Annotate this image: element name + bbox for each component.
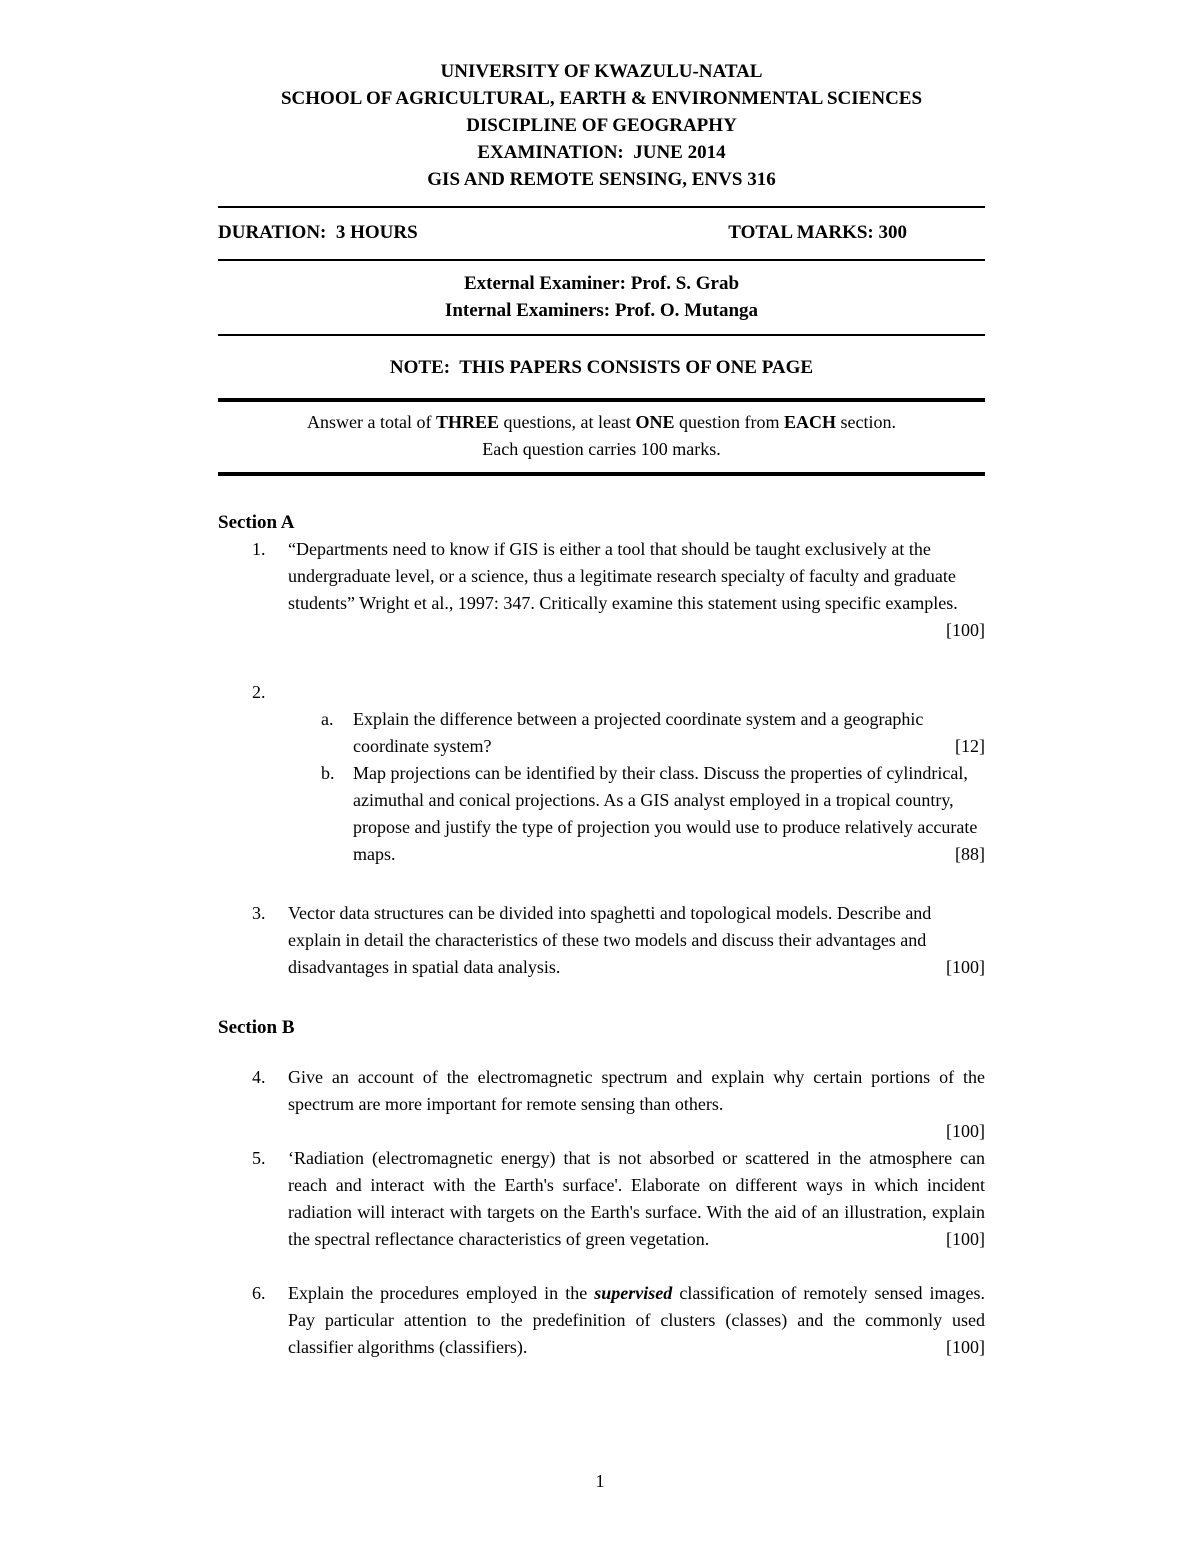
total-marks-label: TOTAL MARKS: 300 — [728, 222, 907, 243]
question-body: ‘Radiation (electromagnetic energy) that is not absorbed or scattered in the atmosphere can reach and interact with the Earth's surface'. Elaborate on different ways in which incident radiation will interact with targets on the Earth's surface. With the aid of an illustration, explain the spectral reflectance characteristics of green vegetation. — [288, 1148, 985, 1249]
question-2 — [218, 679, 985, 706]
question-3 — [218, 900, 985, 981]
sub-question-text — [353, 706, 985, 760]
page-count-note: NOTE: THIS PAPERS CONSISTS OF ONE PAGE — [389, 357, 814, 378]
duration-marks-row — [218, 219, 985, 246]
section-b-heading: Section B — [218, 1017, 295, 1038]
question-4 — [218, 1064, 985, 1145]
question-body: Explain the difference between a projected coordinate system and a geographic coordinate system? — [353, 709, 924, 756]
external-examiner: External Examiner: Prof. S. Grab — [463, 273, 740, 294]
question-number: 1. — [252, 539, 266, 559]
marks-allocation: [88] — [955, 844, 985, 864]
marks-allocation: [100] — [946, 1121, 985, 1141]
course-title: GIS AND REMOTE SENSING, ENVS 316 — [427, 169, 776, 190]
answer-instructions-box — [218, 398, 985, 476]
university-name: UNIVERSITY OF KWAZULU-NATAL — [440, 61, 763, 82]
page-number: 1 — [595, 1471, 605, 1491]
marks-allocation: [100] — [946, 957, 985, 977]
marks-allocation: [100] — [946, 1337, 985, 1357]
divider-rule — [218, 334, 985, 336]
marks-allocation: [100] — [946, 620, 985, 640]
question-text — [288, 1145, 985, 1253]
instructions-line-1 — [218, 409, 985, 436]
question-2a — [218, 706, 985, 760]
question-text — [288, 1280, 985, 1361]
section-a-heading: Section A — [218, 512, 295, 533]
instructions-emphasis: THREE — [435, 412, 499, 432]
instructions-emphasis: EACH — [783, 412, 836, 432]
question-body: “Departments need to know if GIS is either a tool that should be taught exclusively at the undergraduate level, or a science, thus a legitimate research specialty of faculty and graduate students” Wright et al., 1997: 347. Critically examine this statement using specific examples. — [288, 539, 958, 613]
instructions-text: Answer a total of — [306, 412, 436, 432]
question-body: Explain the procedures employed in the — [288, 1283, 595, 1303]
discipline-name: DISCIPLINE OF GEOGRAPHY — [466, 115, 737, 136]
question-number: 4. — [252, 1067, 266, 1087]
question-text — [288, 900, 985, 981]
marks-allocation: [100] — [946, 1229, 985, 1249]
divider-rule — [218, 206, 985, 208]
school-name: SCHOOL OF AGRICULTURAL, EARTH & ENVIRONMENTAL SCIENCES — [280, 88, 923, 109]
question-text — [288, 1064, 985, 1145]
marks-allocation: [12] — [955, 736, 985, 756]
question-text — [288, 536, 985, 644]
question-1 — [218, 536, 985, 644]
instructions-text: questions, at least — [498, 412, 636, 432]
exam-header — [218, 58, 985, 193]
question-emphasis: supervised — [594, 1283, 673, 1303]
instructions-line-2: Each question carries 100 marks. — [482, 439, 721, 459]
question-body: classification of remotely sensed images. Pay particular attention to the predefinition of clusters (classes) and the commonly used classifier algorithms (classifiers). — [288, 1283, 985, 1357]
instructions-text: section. — [836, 412, 896, 432]
sub-question-letter: a. — [321, 709, 334, 729]
duration-label: DURATION: 3 HOURS — [218, 222, 418, 243]
question-number: 3. — [252, 903, 266, 923]
divider-rule — [218, 259, 985, 261]
question-5 — [218, 1145, 985, 1253]
question-body: Give an account of the electromagnetic spectrum and explain why certain portions of the spectrum are more important for remote sensing than others. — [288, 1067, 985, 1114]
question-number: 2. — [252, 682, 266, 702]
internal-examiner: Internal Examiners: Prof. O. Mutanga — [444, 300, 759, 321]
question-number: 6. — [252, 1283, 266, 1303]
question-body: Vector data structures can be divided into spaghetti and topological models. Describe and explain in detail the characteristics of these two models and discuss their advantages and disadvantages in spatial data analysis. — [288, 903, 932, 977]
sub-question-text — [353, 760, 985, 868]
examiners-block — [218, 270, 985, 324]
question-body: Map projections can be identified by their class. Discuss the properties of cylindrical, azimuthal and conical projections. As a GIS analyst employed in a tropical country, propose and justify the type of projection you would use to produce relatively accurate maps. — [353, 763, 978, 864]
examination-session: EXAMINATION: JUNE 2014 — [477, 142, 726, 163]
question-number: 5. — [252, 1148, 266, 1168]
question-2b — [218, 760, 985, 868]
instructions-emphasis: ONE — [635, 412, 675, 432]
sub-question-letter: b. — [321, 763, 335, 783]
instructions-text: question from — [674, 412, 784, 432]
question-6 — [218, 1280, 985, 1361]
